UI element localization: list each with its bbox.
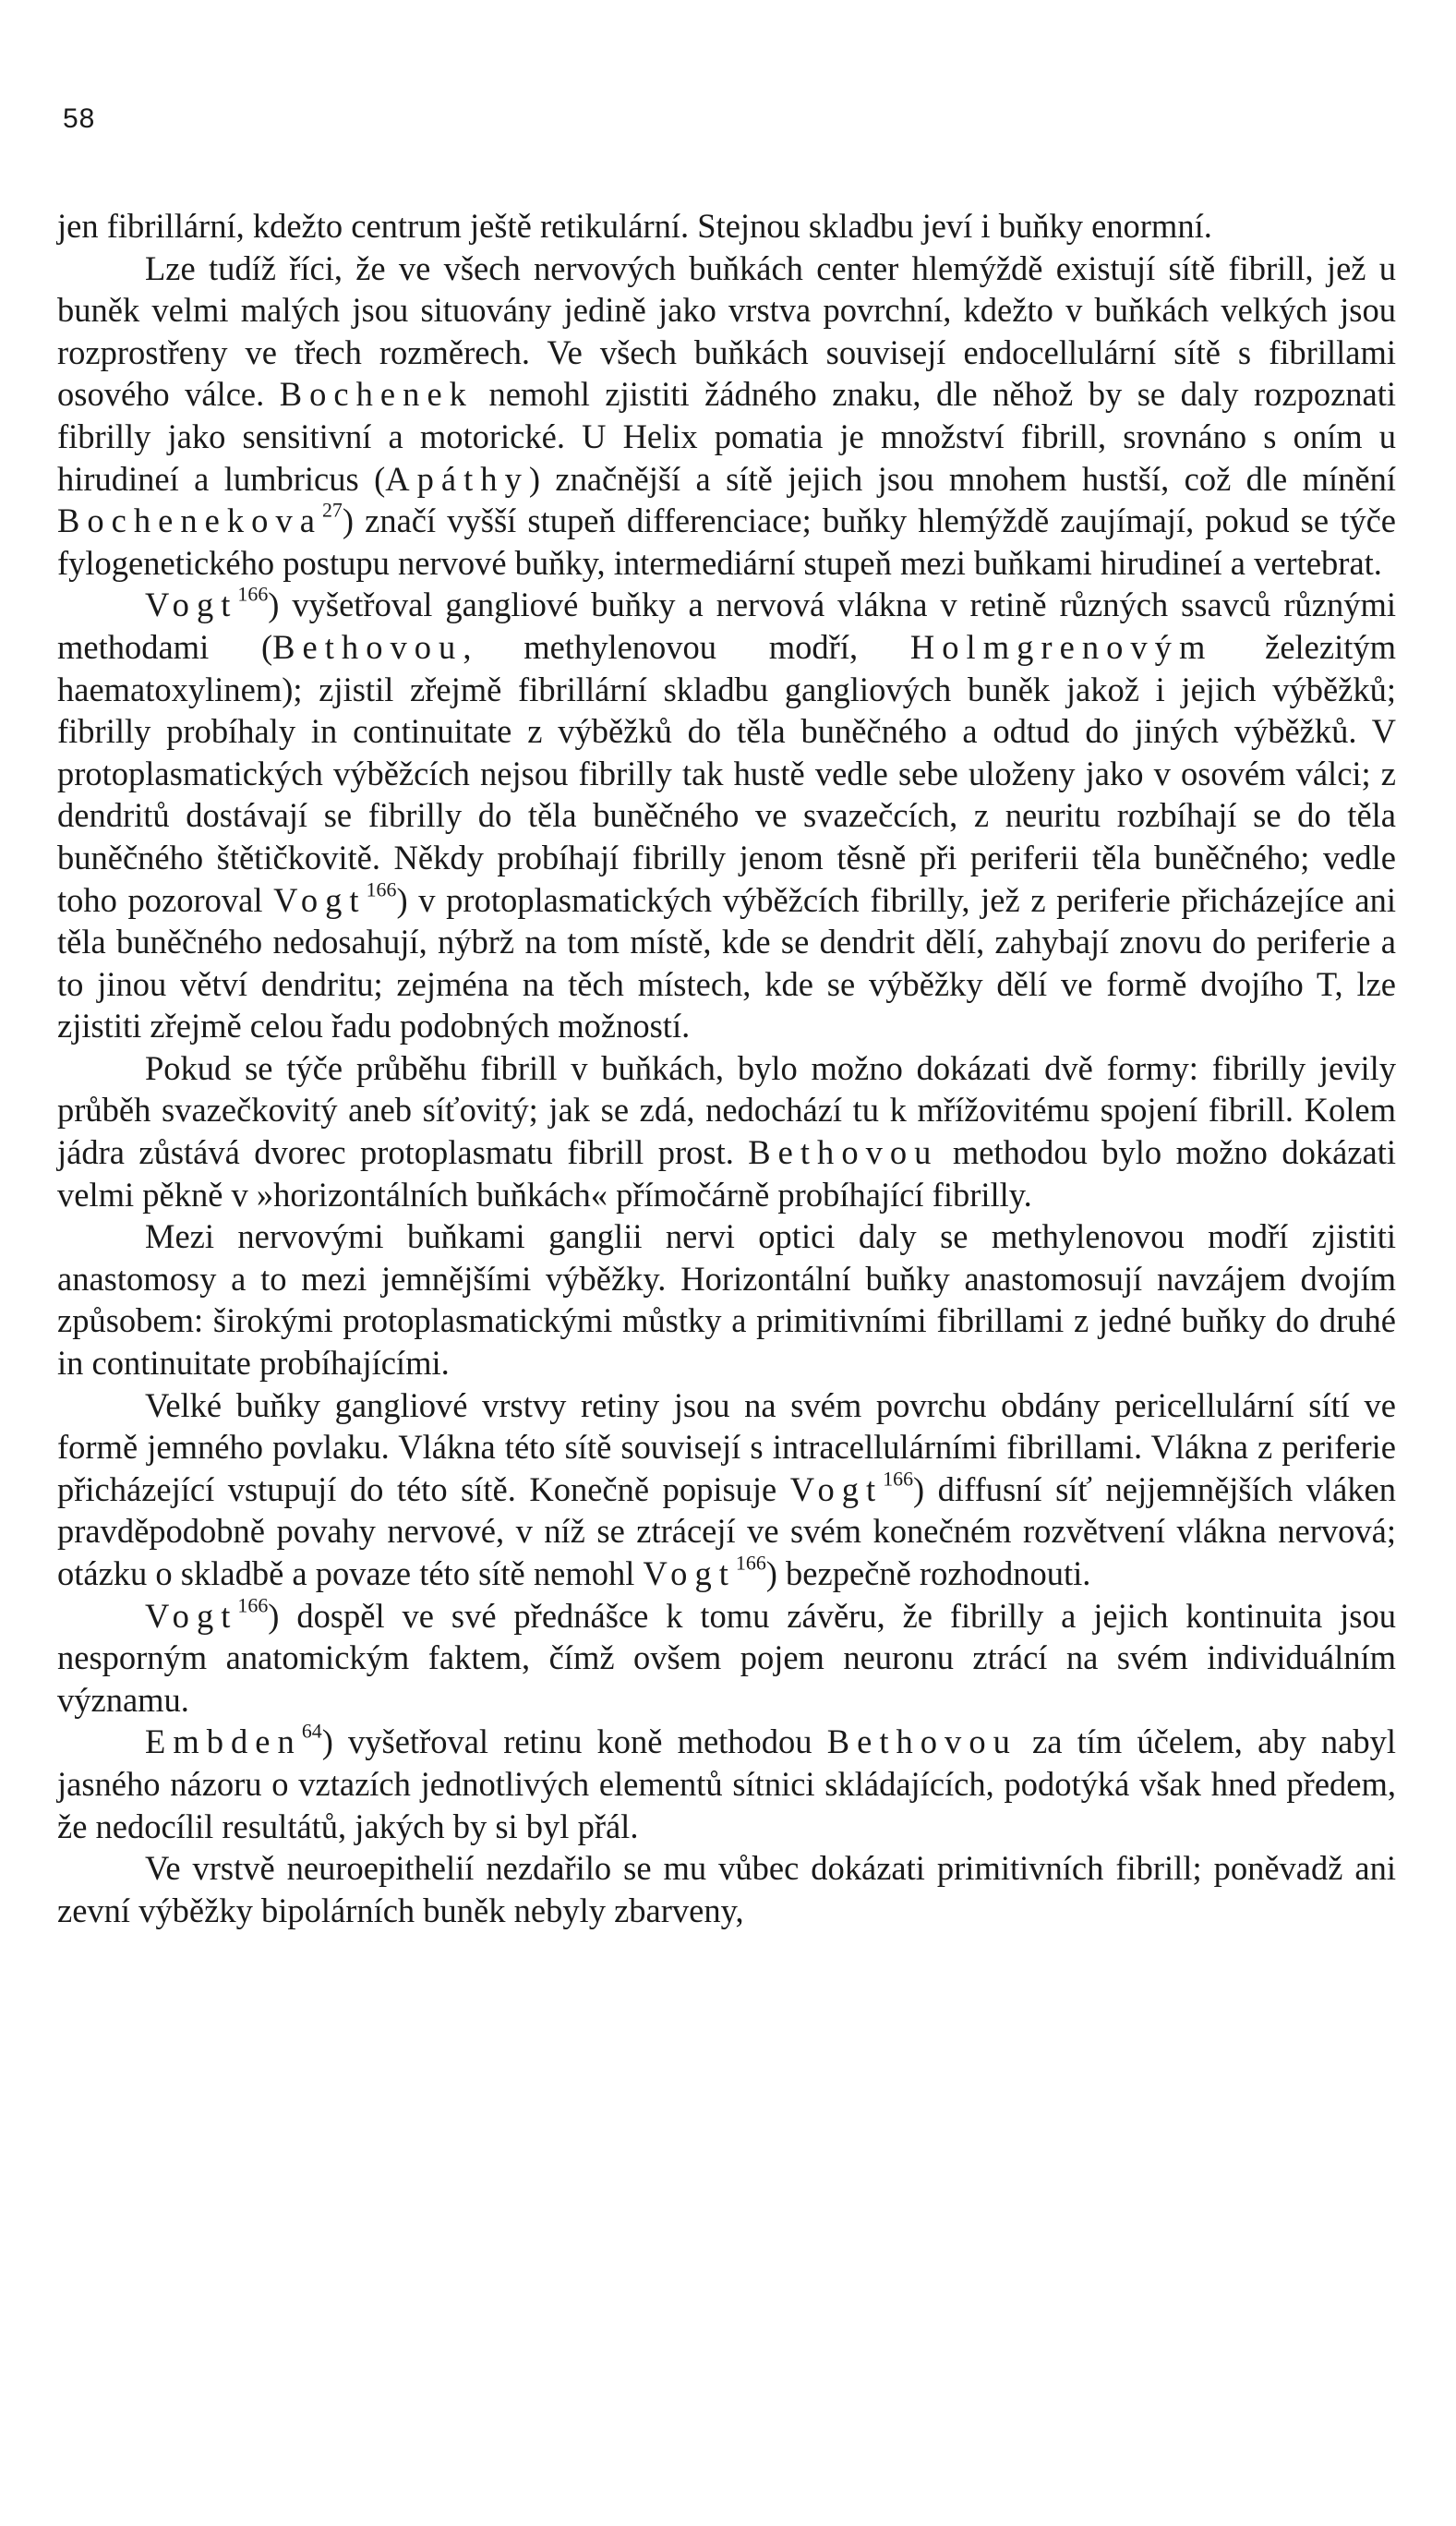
paragraph-3-text-b: , methylenovou modří, xyxy=(463,627,910,666)
paragraph-5-text: Mezi nervovými buňkami ganglii nervi optici daly se methylenovou modří zjistiti anastomosy a to mezi jemnějšími výběžky. Horizontální buňky anastomosují navzájem dvojím způsobem: širokými protoplasmatickými můstky a primitivními fibrillami z jedné buňky do druhé in continuitate probíhajícími. xyxy=(57,1217,1396,1383)
paragraph-6-text-a: Velké buňky gangliové vrstvy retiny jsou na svém povrchu obdány pericellulární sítí ve formě jemného povlaku. Vlákna této sítě souvisejí s intracellulárními fibrillami. Vlákna z periferie přicházející vstupují do této sítě. Konečně popisuje xyxy=(57,1385,1396,1508)
footnote-ref: 166 xyxy=(366,877,397,901)
author-name: Apáthy xyxy=(385,459,529,498)
author-name: Holmgrenovým xyxy=(909,627,1213,666)
paragraph-3-text-a: ) vyšetřoval gangliové buňky a nervová vlákna v retině různých ssavců různými methodami ( xyxy=(57,586,1396,666)
page-number: 58 xyxy=(63,103,96,134)
body-text xyxy=(57,205,1396,1931)
paragraph-2-text-c: ) značnější a sítě jejich jsou mnohem hustší, což dle mínění xyxy=(528,459,1396,498)
paragraph-8-text-a: ) vyšetřoval retinu koně methodou xyxy=(321,1722,827,1761)
author-name: Vogt xyxy=(273,880,367,919)
paragraph-9-text: Ve vrstvě neuroepithelií nezdařilo se mu vůbec dokázati primitivních fibrill; poněvadž ani zevní výběžky bipolárních buněk nebyly zbarveny, xyxy=(57,1849,1396,1929)
author-name: Bethovou xyxy=(748,1133,939,1172)
footnote-ref: 27 xyxy=(321,498,343,522)
paragraph-7 xyxy=(57,1595,1396,1722)
paragraph-6-text-c: ) bezpečně rozhodnouti. xyxy=(765,1554,1091,1592)
paragraph-6 xyxy=(57,1384,1396,1595)
paragraph-3-text-c: železitým haematoxylinem); zjistil zřejmě fibrillární skladbu gangliových buněk jakož i jejich výběžků; fibrilly probíhaly in continuitate z výběžků do těla buněčného a odtud do jiných výběžků. V protoplasmatických výběžcích nejsou fibrilly tak hustě vedle sebe uloženy jako v osovém válci; z dendritů dostávají se fibrilly do těla buněčného ve svazečcích, z neuritu rozbíhají se do těla buněčného štětičkovitě. Někdy probíhají fibrilly jenom těsně při periferii těla buněčného; vedle toho pozoroval xyxy=(57,627,1396,919)
paragraph-4-text-b: methodou bylo možno dokázati velmi pěkně v »horizontálních buňkách« přímočárně probíhající fibrilly. xyxy=(57,1133,1396,1214)
paragraph-4-text-a: Pokud se týče průběhu fibrill v buňkách, bylo možno dokázati dvě formy: fibrilly jevily průběh svazečkovitý aneb síťovitý; jak se zdá, nedochází tu k mřížovitému spojení fibrill. Kolem jádra zůstává dvorec protoplasmatu fibrill prost. xyxy=(57,1048,1396,1172)
footnote-ref: 166 xyxy=(237,582,269,606)
footnote-ref: 166 xyxy=(883,1467,914,1491)
paragraph-9 xyxy=(57,1847,1396,1931)
author-name: Bethovou xyxy=(826,1722,1017,1761)
author-name: Vogt xyxy=(145,1596,238,1635)
author-name: Vogt xyxy=(789,1469,884,1508)
author-name: Bochenekova xyxy=(57,502,322,540)
paragraph-8-text-b: za tím účelem, aby nabyl jasného názoru o vztazích jednotlivých elementů sítnici skládajících, podotýká však hned předem, že nedocílil resultátů, jakých by si byl přál. xyxy=(57,1722,1396,1845)
author-name: Vogt xyxy=(145,586,238,624)
paragraph-3 xyxy=(57,584,1396,1047)
author-name: Bochenek xyxy=(279,375,474,414)
paragraph-1 xyxy=(57,205,1396,248)
paragraph-2 xyxy=(57,248,1396,585)
footnote-ref: 64 xyxy=(301,1719,322,1743)
footnote-ref: 166 xyxy=(735,1551,766,1575)
paragraph-1-text: jen fibrillární, kdežto centrum ještě retikulární. Stejnou skladbu jeví i buňky enormní. xyxy=(57,207,1212,245)
paragraph-4 xyxy=(57,1047,1396,1215)
paragraph-5 xyxy=(57,1215,1396,1384)
author-name: Embden xyxy=(145,1722,302,1761)
paragraph-2-text-d: ) značí vyšší stupeň differenciace; buňky hlemýždě zaujímají, pokud se týče fylogenetického postupu nervové buňky, intermediární stupeň mezi buňkami hirudineí a vertebrat. xyxy=(57,502,1396,582)
footnote-ref: 166 xyxy=(237,1593,269,1617)
paragraph-2-text-b: nemohl zjistiti žádného znaku, dle něhož by se daly rozpoznati fibrilly jako sensitivní a motorické. U Helix pomatia je množství fibrill, srovnáno s oním u hirudineí a lumbricus ( xyxy=(57,375,1396,498)
paragraph-3-text-d: ) v protoplasmatických výběžcích fibrilly, jež z periferie přicházejíce ani těla buněčného nedosahují, nýbrž na tom místě, kde se dendrit dělí, zahybají znovu do periferie a to jinou větví dendritu; zejména na těch místech, kde se výběžky dělí ve formě dvojího T, lze zjistiti zřejmě celou řadu podobných možností. xyxy=(57,880,1396,1045)
paragraph-6-text-b: ) diffusní síť nejjemnějších vláken pravděpodobně povahy nervové, v níž se ztrácejí ve svém konečném rozvětvení vlákna nervová; otázku o skladbě a povaze této sítě nemohl xyxy=(57,1469,1396,1592)
paragraph-2-text-a: Lze tudíž říci, že ve všech nervových buňkách center hlemýždě existují sítě fibrill, jež u buněk velmi malých jsou situovány jedině jako vrstva povrchní, kdežto v buňkách velkých jsou rozprostřeny ve třech rozměrech. Ve všech buňkách souvisejí endocellulární sítě s fibrillami osového válce. xyxy=(57,248,1396,414)
paragraph-7-text-a: ) dospěl ve své přednášce k tomu závěru, že fibrilly a jejich kontinuita jsou nesporným anatomickým faktem, čímž ovšem pojem neuronu ztrácí na svém individuálním významu. xyxy=(57,1596,1396,1719)
author-name: Bethovou xyxy=(272,627,463,666)
author-name: Vogt xyxy=(643,1554,736,1592)
paragraph-8 xyxy=(57,1721,1396,1847)
